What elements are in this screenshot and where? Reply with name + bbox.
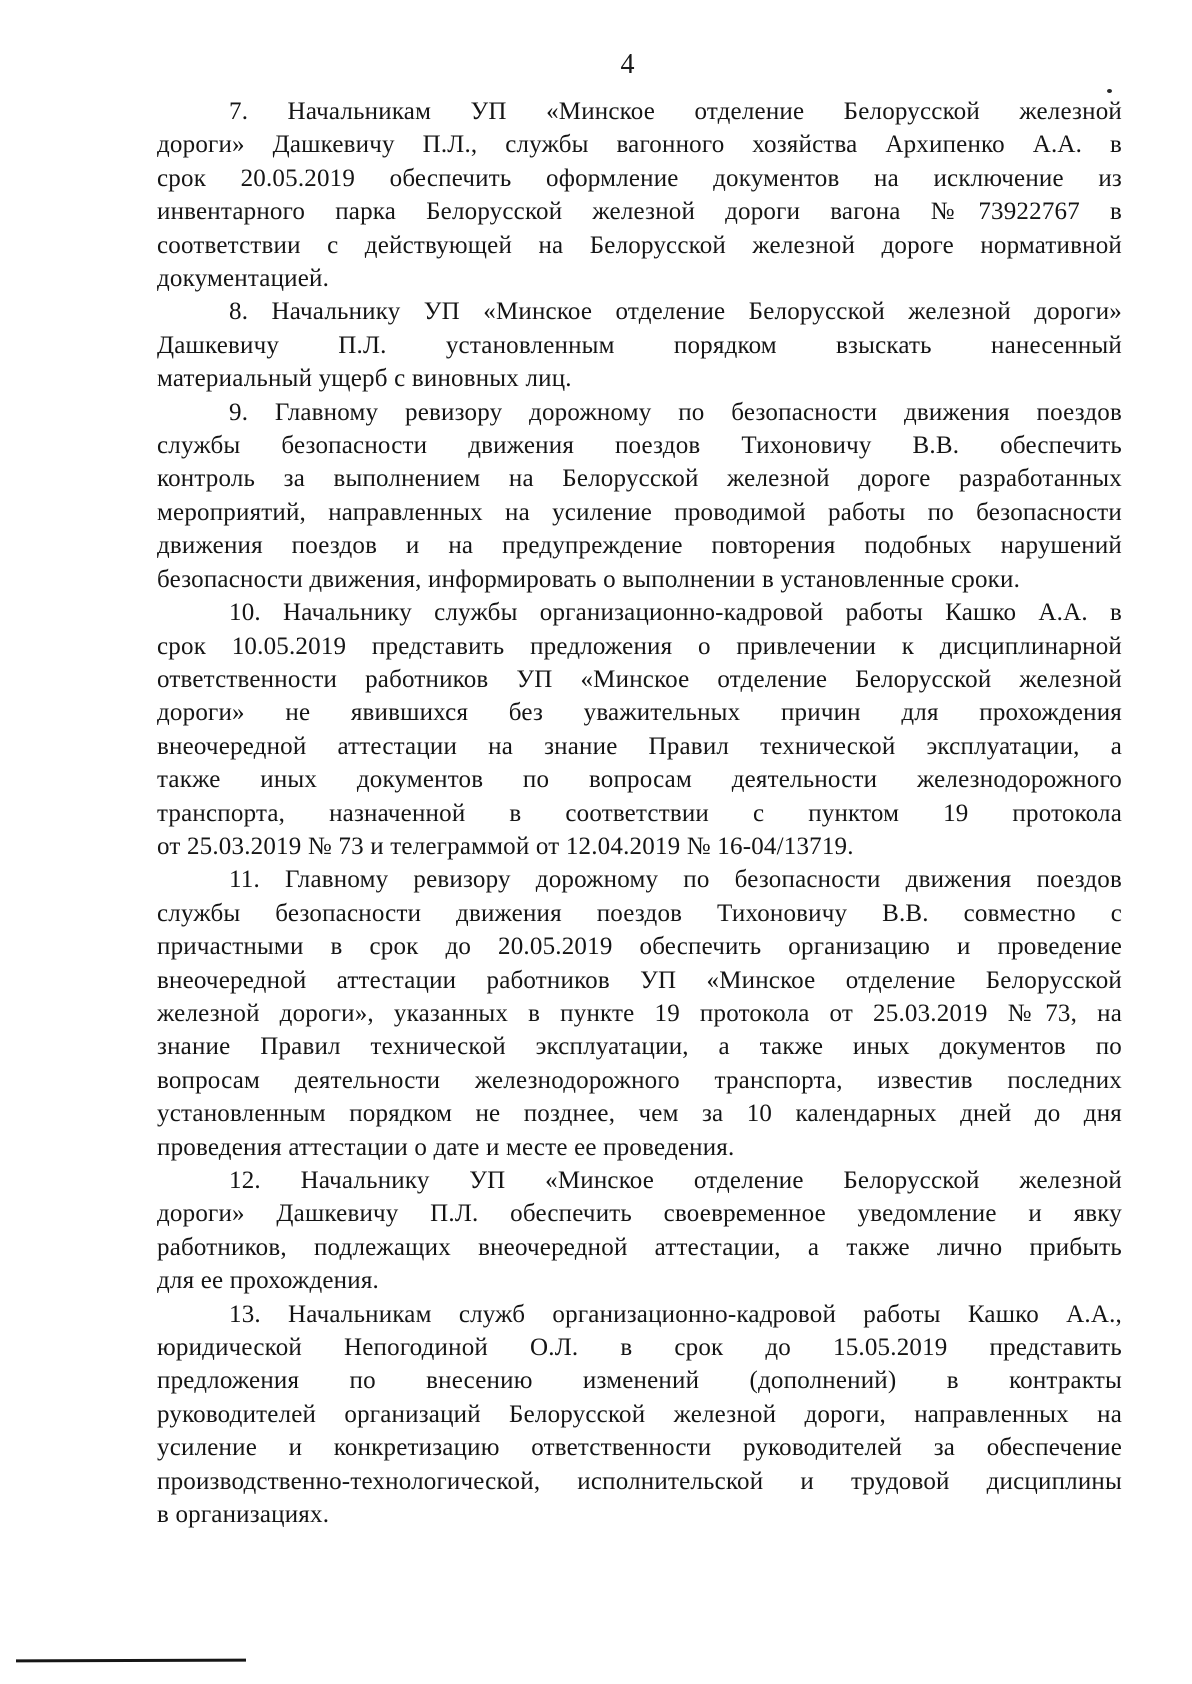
text-line: усиление и конкретизацию ответственности руководителей за обеспечение	[157, 1434, 1122, 1462]
paragraph	[157, 1164, 1122, 1298]
text-line: дороги» не явившихся без уважительных причин для прохождения	[157, 699, 1122, 727]
text-line: 10. Начальнику службы организационно-кадровой работы Кашко А.А. в	[229, 599, 1122, 627]
text-line: дороги» Дашкевичу П.Л. обеспечить своевременное уведомление и явку	[157, 1200, 1122, 1228]
text-line: от 25.03.2019 № 73 и телеграммой от 12.04.2019 № 16-04/13719.	[157, 832, 854, 860]
text-line: в организациях.	[157, 1501, 330, 1529]
text-line: установленным порядком не позднее, чем за 10 календарных дней до дня	[157, 1100, 1122, 1128]
text-line: внеочередной аттестации на знание Правил технической эксплуатации, а	[157, 732, 1122, 760]
text-line: причастными в срок до 20.05.2019 обеспечить организацию и проведение	[157, 933, 1122, 961]
text-line: 12. Начальнику УП «Минское отделение Белорусской железной	[229, 1167, 1122, 1194]
text-line: 7. Начальникам УП «Минское отделение Белорусской железной	[229, 98, 1122, 125]
text-line: мероприятий, направленных на усиление проводимой работы по безопасности	[157, 498, 1122, 526]
paragraph	[157, 396, 1122, 596]
text-line: проведения аттестации о дате и месте ее проведения.	[157, 1133, 735, 1161]
scan-speck	[1107, 89, 1112, 93]
text-line: службы безопасности движения поездов Тихоновичу В.В. совместно с	[157, 899, 1122, 927]
text-line: 11. Главному ревизору дорожному по безопасности движения поездов	[229, 866, 1122, 894]
text-line: вопросам деятельности железнодорожного транспорта, известив последних	[157, 1066, 1122, 1094]
text-line: службы безопасности движения поездов Тихоновичу В.В. обеспечить	[157, 432, 1122, 460]
paragraph	[157, 295, 1122, 395]
text-line: срок 10.05.2019 представить предложения о привлечении к дисциплинарной	[157, 632, 1122, 660]
bottom-scan-line	[16, 1659, 246, 1663]
paragraph	[157, 1298, 1122, 1532]
paragraph	[157, 863, 1122, 1164]
document-body	[157, 95, 1122, 1531]
text-line: движения поездов и на предупреждение повторения подобных нарушений	[157, 532, 1122, 560]
text-line: 8. Начальнику УП «Минское отделение Белорусской железной дороги»	[229, 298, 1122, 326]
text-line: дороги» Дашкевичу П.Л., службы вагонного хозяйства Архипенко А.А. в	[157, 131, 1122, 159]
text-line: соответствии с действующей на Белорусской железной дороге нормативной	[157, 231, 1122, 259]
paragraph	[157, 95, 1122, 295]
text-line: железной дороги», указанных в пункте 19 протокола от 25.03.2019 №73, на	[157, 999, 1122, 1027]
text-line: контроль за выполнением на Белорусской железной дороге разработанных	[157, 465, 1122, 493]
text-line: юридической Непогодиной О.Л. в срок до 15.05.2019 представить	[157, 1334, 1122, 1362]
text-line: транспорта, назначенной в соответствии с пунктом 19 протокола	[157, 799, 1122, 827]
text-line: предложения по внесению изменений (дополнений) в контракты	[157, 1367, 1122, 1395]
text-line: работников, подлежащих внеочередной аттестации, а также лично прибыть	[157, 1233, 1122, 1261]
text-line: внеочередной аттестации работников УП «Минское отделение Белорусской	[157, 966, 1122, 994]
text-line: производственно-технологической, исполнительской и трудовой дисциплины	[157, 1467, 1122, 1495]
text-line: 13. Начальникам служб организационно-кадровой работы Кашко А.А.,	[229, 1300, 1122, 1328]
page-number: 4	[620, 49, 635, 80]
text-line: 9. Главному ревизору дорожному по безопасности движения поездов	[229, 398, 1122, 426]
text-line: документацией.	[157, 265, 330, 293]
text-line: для ее прохождения.	[157, 1267, 379, 1295]
text-line: ответственности работников УП «Минское отделение Белорусской железной	[157, 665, 1122, 693]
text-line: знание Правил технической эксплуатации, а также иных документов по	[157, 1033, 1122, 1061]
text-line: срок 20.05.2019 обеспечить оформление документов на исключение из	[157, 164, 1122, 192]
paragraph	[157, 596, 1122, 863]
text-line: руководителей организаций Белорусской железной дороги, направленных на	[157, 1400, 1122, 1428]
text-line: безопасности движения, информировать о выполнении в установленные сроки.	[157, 565, 1021, 593]
text-line: материальный ущерб с виновных лиц.	[157, 365, 572, 393]
text-line: также иных документов по вопросам деятельности железнодорожного	[157, 766, 1122, 794]
text-line: инвентарного парка Белорусской железной дороги вагона №73922767 в	[157, 198, 1122, 226]
text-line: Дашкевичу П.Л. установленным порядком взыскать нанесенный	[157, 331, 1122, 359]
